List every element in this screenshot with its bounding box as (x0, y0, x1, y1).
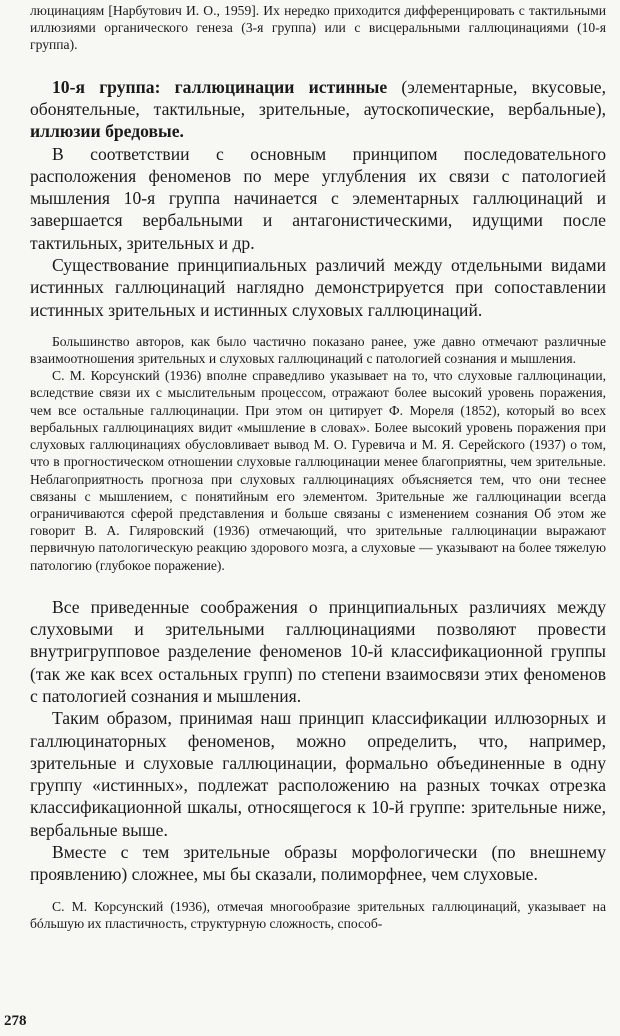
note-paragraph: С. М. Корсунский (1936), отмечая многообразие зрительных галлюцинаций, указывает на бóльшую их пластичность, структурную сложность, способ- (30, 898, 606, 931)
group-10-subheading: иллюзии бредовые. (30, 121, 184, 142)
note-paragraph: Большинство авторов, как было частично показано ранее, уже давно отмечают различные взаимоотношения зрительных и слуховых галлюцинаций с патологией сознания и мышления. (30, 333, 606, 367)
body-paragraph: Вместе с тем зрительные образы морфологически (по внешнему проявлению) сложнее, мы бы сказали, полиморфнее, чем слуховые. (30, 841, 606, 885)
body-paragraph: Существование принципиальных различий между отдельными видами истинных галлюцинаций наглядно демонстрируется при сопоставлении истинных зрительных и истинных слуховых галлюцинаций. (30, 254, 606, 320)
note-paragraph: С. М. Корсунский (1936) вполне справедливо указывает на то, что слуховые галлюцинации, вследствие связи их с мыслительным процессом, отражают более высокий уровень поражения, чем все остальные галлюцинации. При этом он цитирует Ф. Мореля (1852), который во всех вербальных галлюцинациях видит «мышление в словах». Более высокий уровень поражения при слуховых галлюцинациях обусловливает вывод М. О. Гуревича и М. Я. Серейского (1937) о том, что в прогностическом отношении слуховые галлюцинации менее благоприятны, чем зрительные. Неблагоприятность прогноза при слуховых галлюцинациях объясняется тем, что они теснее связаны с мышлением, с понятийным его элементом. Зрительные же галлюцинации всегда ограничиваются сферой представления и больше связаны с изменением сознания Об этом же говорит В. А. Гиляровский (1936) отмечающий, что зрительные галлюцинации выражают первичную патологическую реакцию здорового мозга, а слуховые — указывают на более тяжелую патологию (глубокое поражение). (30, 368, 606, 573)
intro-fragment: люцинациям [Нарбутович И. О., 1959]. Их нередко приходится дифференцировать с тактильными иллюзиями органического генеза (3-я группа) или с висцеральными галлюцинациями (10-я группа). (30, 3, 606, 53)
group-10-heading: 10-я группа: галлюцинации истинные (52, 76, 388, 97)
group-10-heading-paragraph (30, 76, 606, 143)
body-paragraph: В соответствии с основным принципом последовательного расположения феноменов по мере углубления их связи с патологией мышления 10-я группа начинается с элементарных галлюцинаций и завершается вербальными и антагонистическими, идущими после тактильных, зрительных и др. (30, 143, 606, 253)
body-paragraph: Все приведенные соображения о принципиальных различиях между слуховыми и зрительными галлюцинациями позволяют провести внутригрупповое разделение феноменов 10-й классификационной группы (так же как всех остальных групп) по степени взаимосвязи этих феноменов с патологией сознания и мышления. (30, 596, 606, 706)
page-number: 278 (4, 1013, 27, 1029)
body-paragraph: Таким образом, принимая наш принцип классификации иллюзорных и галлюцинаторных феноменов, можно определить, что, например, зрительные и слуховые галлюцинации, формально объединенные в одну группу «истинных», подлежат расположению на разных точках отрезка классификационной шкалы, относящегося к 10-й группе: зрительные ниже, вербальные выше. (30, 708, 606, 840)
group-10-details: (элементарные, вкусовые, обонятельные, тактильные, зрительные, аутоскопические, вербальные), (30, 76, 606, 119)
